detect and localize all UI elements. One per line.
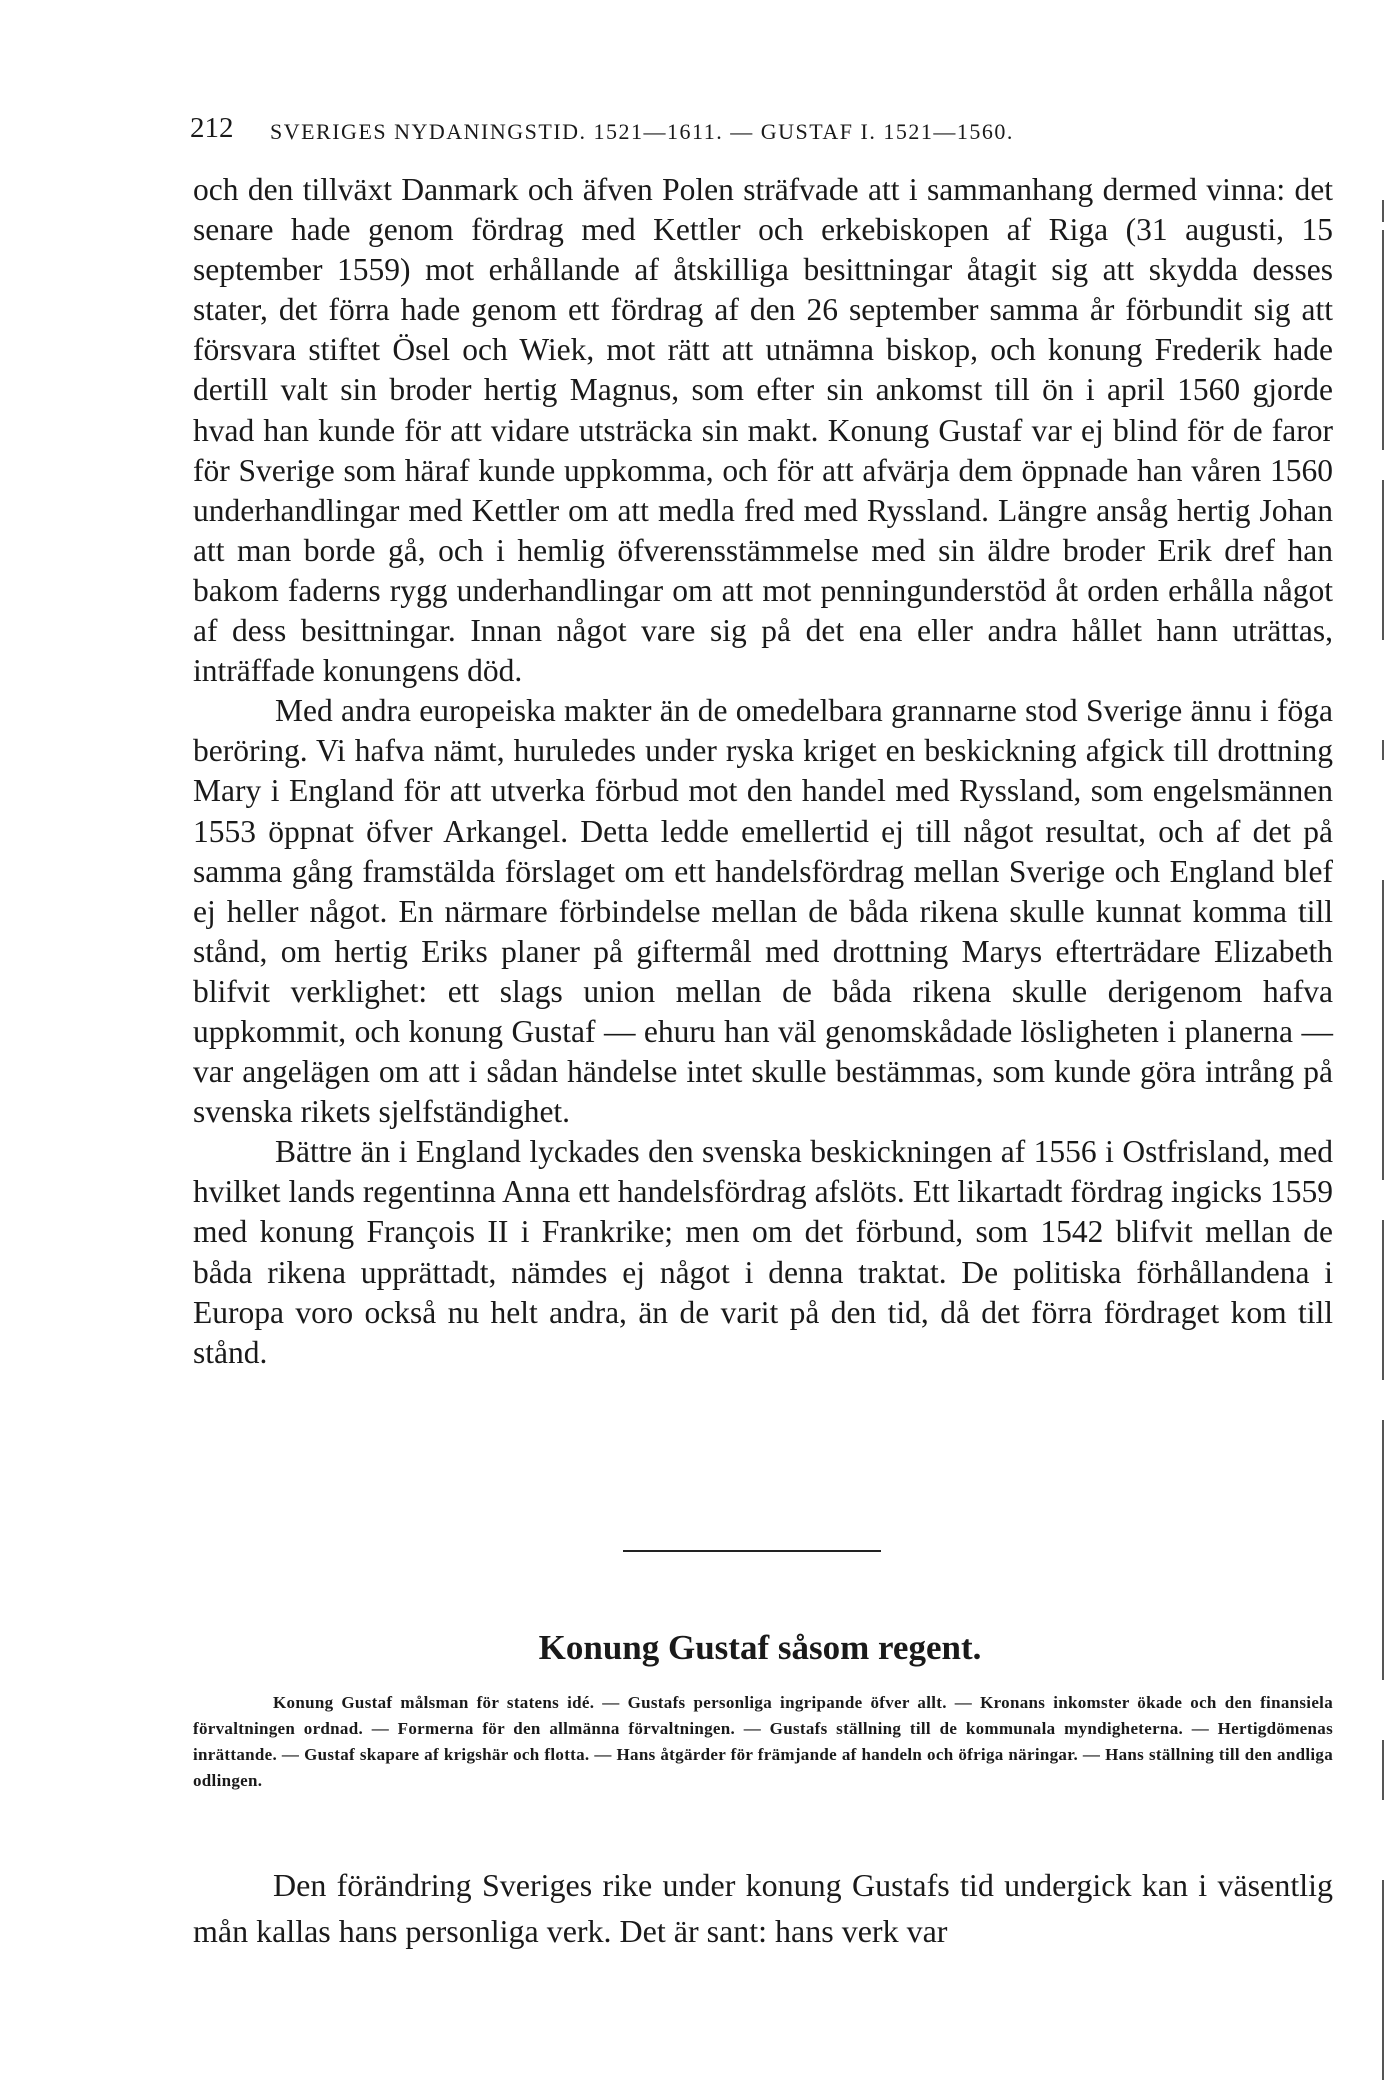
margin-mark (1382, 200, 1384, 222)
body-text (193, 170, 1333, 1373)
margin-mark (1382, 740, 1384, 760)
margin-mark (1382, 1740, 1384, 1800)
paragraph: och den tillväxt Danmark och äfven Polen sträfvade att i sammanhang dermed vinna: det senare hade genom fördrag med Kettler och erkebiskopen af Riga (31 augusti, 15 september 1559) mot erhållande af åtskilliga besittningar åtagit sig att skydda desses stater, det förra hade genom ett fördrag af den 26 september samma år förbundit sig att försvara stiftet Ösel och Wiek, mot rätt att utnämna biskop, och konung Frederik hade dertill valt sin broder hertig Magnus, som efter sin ankomst till ön i april 1560 gjorde hvad han kunde för att vidare utsträcka sin makt. Konung Gustaf var ej blind för de faror för Sverige som häraf kunde uppkomma, och för att afvärja dem öppnade han våren 1560 underhandlingar med Kettler om att medla fred med Ryssland. Längre ansåg hertig Johan att man borde gå, och i hemlig öfverensstämmelse med sin äldre broder Erik dref han bakom faderns rygg underhandlingar om att mot penningunderstöd åt orden erhålla något af dess besittningar. Innan något vare sig på det ena eller andra hållet hann uträttas, inträffade konungens död. (193, 172, 1333, 689)
running-head (190, 112, 1330, 152)
paragraph: Med andra europeiska makter än de omedelbara grannarne stod Sverige ännu i föga beröring. Vi hafva nämt, huruledes under ryska kriget en beskickning afgick till drottning Mary i England för att utverka förbud mot den handel med Ryssland, som engelsmännen 1553 öppnat öfver Arkangel. Detta ledde emellertid ej till något resultat, och af det på samma gång framstälda förslaget om ett handelsfördrag mellan Sverige och England blef ej heller något. En närmare förbindelse mellan de båda rikena skulle kunnat komma till stånd, om hertig Eriks planer på giftermål med drottning Marys efterträdare Elizabeth blifvit verklighet: ett slags union mellan de båda rikena skulle derigenom hafva uppkommit, och konung Gustaf — ehuru han väl genomskådade lösligheten i planerna — var angelägen om att i sådan händelse intet skulle bestämmas, som kunde göra intrång på svenska rikets sjelfständighet. (193, 693, 1333, 1130)
margin-mark (1382, 1220, 1384, 1380)
margin-mark (1382, 880, 1384, 1180)
section-summary: Konung Gustaf målsman för statens idé. — Gustafs personliga ingripande öfver allt. — Kronans inkomster ökade och den finansiela förvaltningen ordnad. — Formerna för den allmänna förvaltningen. — Gustafs ställning till de kommunala myndigheterna. — Hertigdömenas inrättande. — Gustaf skapare af krigshär och flotta. — Hans åtgärder för främjande af handeln och öfriga näringar. — Hans ställning till den andliga odlingen. (193, 1693, 1333, 1790)
margin-mark (1382, 480, 1384, 640)
paragraph: Bättre än i England lyckades den svenska beskickningen af 1556 i Ostfrisland, med hvilket lands regentinna Anna ett handelsfördrag afslöts. Ett likartadt fördrag ingicks 1559 med konung François II i Frankrike; men om det förbund, som 1542 blifvit mellan de båda rikena upprättadt, nämdes ej något i denna traktat. De politiska förhållandena i Europa voro också nu helt andra, än de varit på den tid, då det förra fördraget kom till stånd. (193, 1134, 1333, 1370)
margin-mark (1382, 230, 1384, 450)
margin-mark (1382, 1880, 1384, 2080)
section-title: Konung Gustaf såsom regent. (538, 1628, 982, 1667)
page-number: 212 (190, 112, 234, 144)
section-opening-paragraph: Den förändring Sveriges rike under konung Gustafs tid undergick kan i väsentlig mån kallas hans personliga verk. Det är sant: hans verk var (193, 1867, 1333, 1949)
margin-mark (1382, 1420, 1384, 1680)
running-head-title: SVERIGES NYDANINGSTID. 1521—1611. — GUSTAF I. 1521—1560. (270, 119, 1014, 144)
margin-scan-marks (1382, 180, 1390, 2080)
section-divider (623, 1550, 881, 1552)
